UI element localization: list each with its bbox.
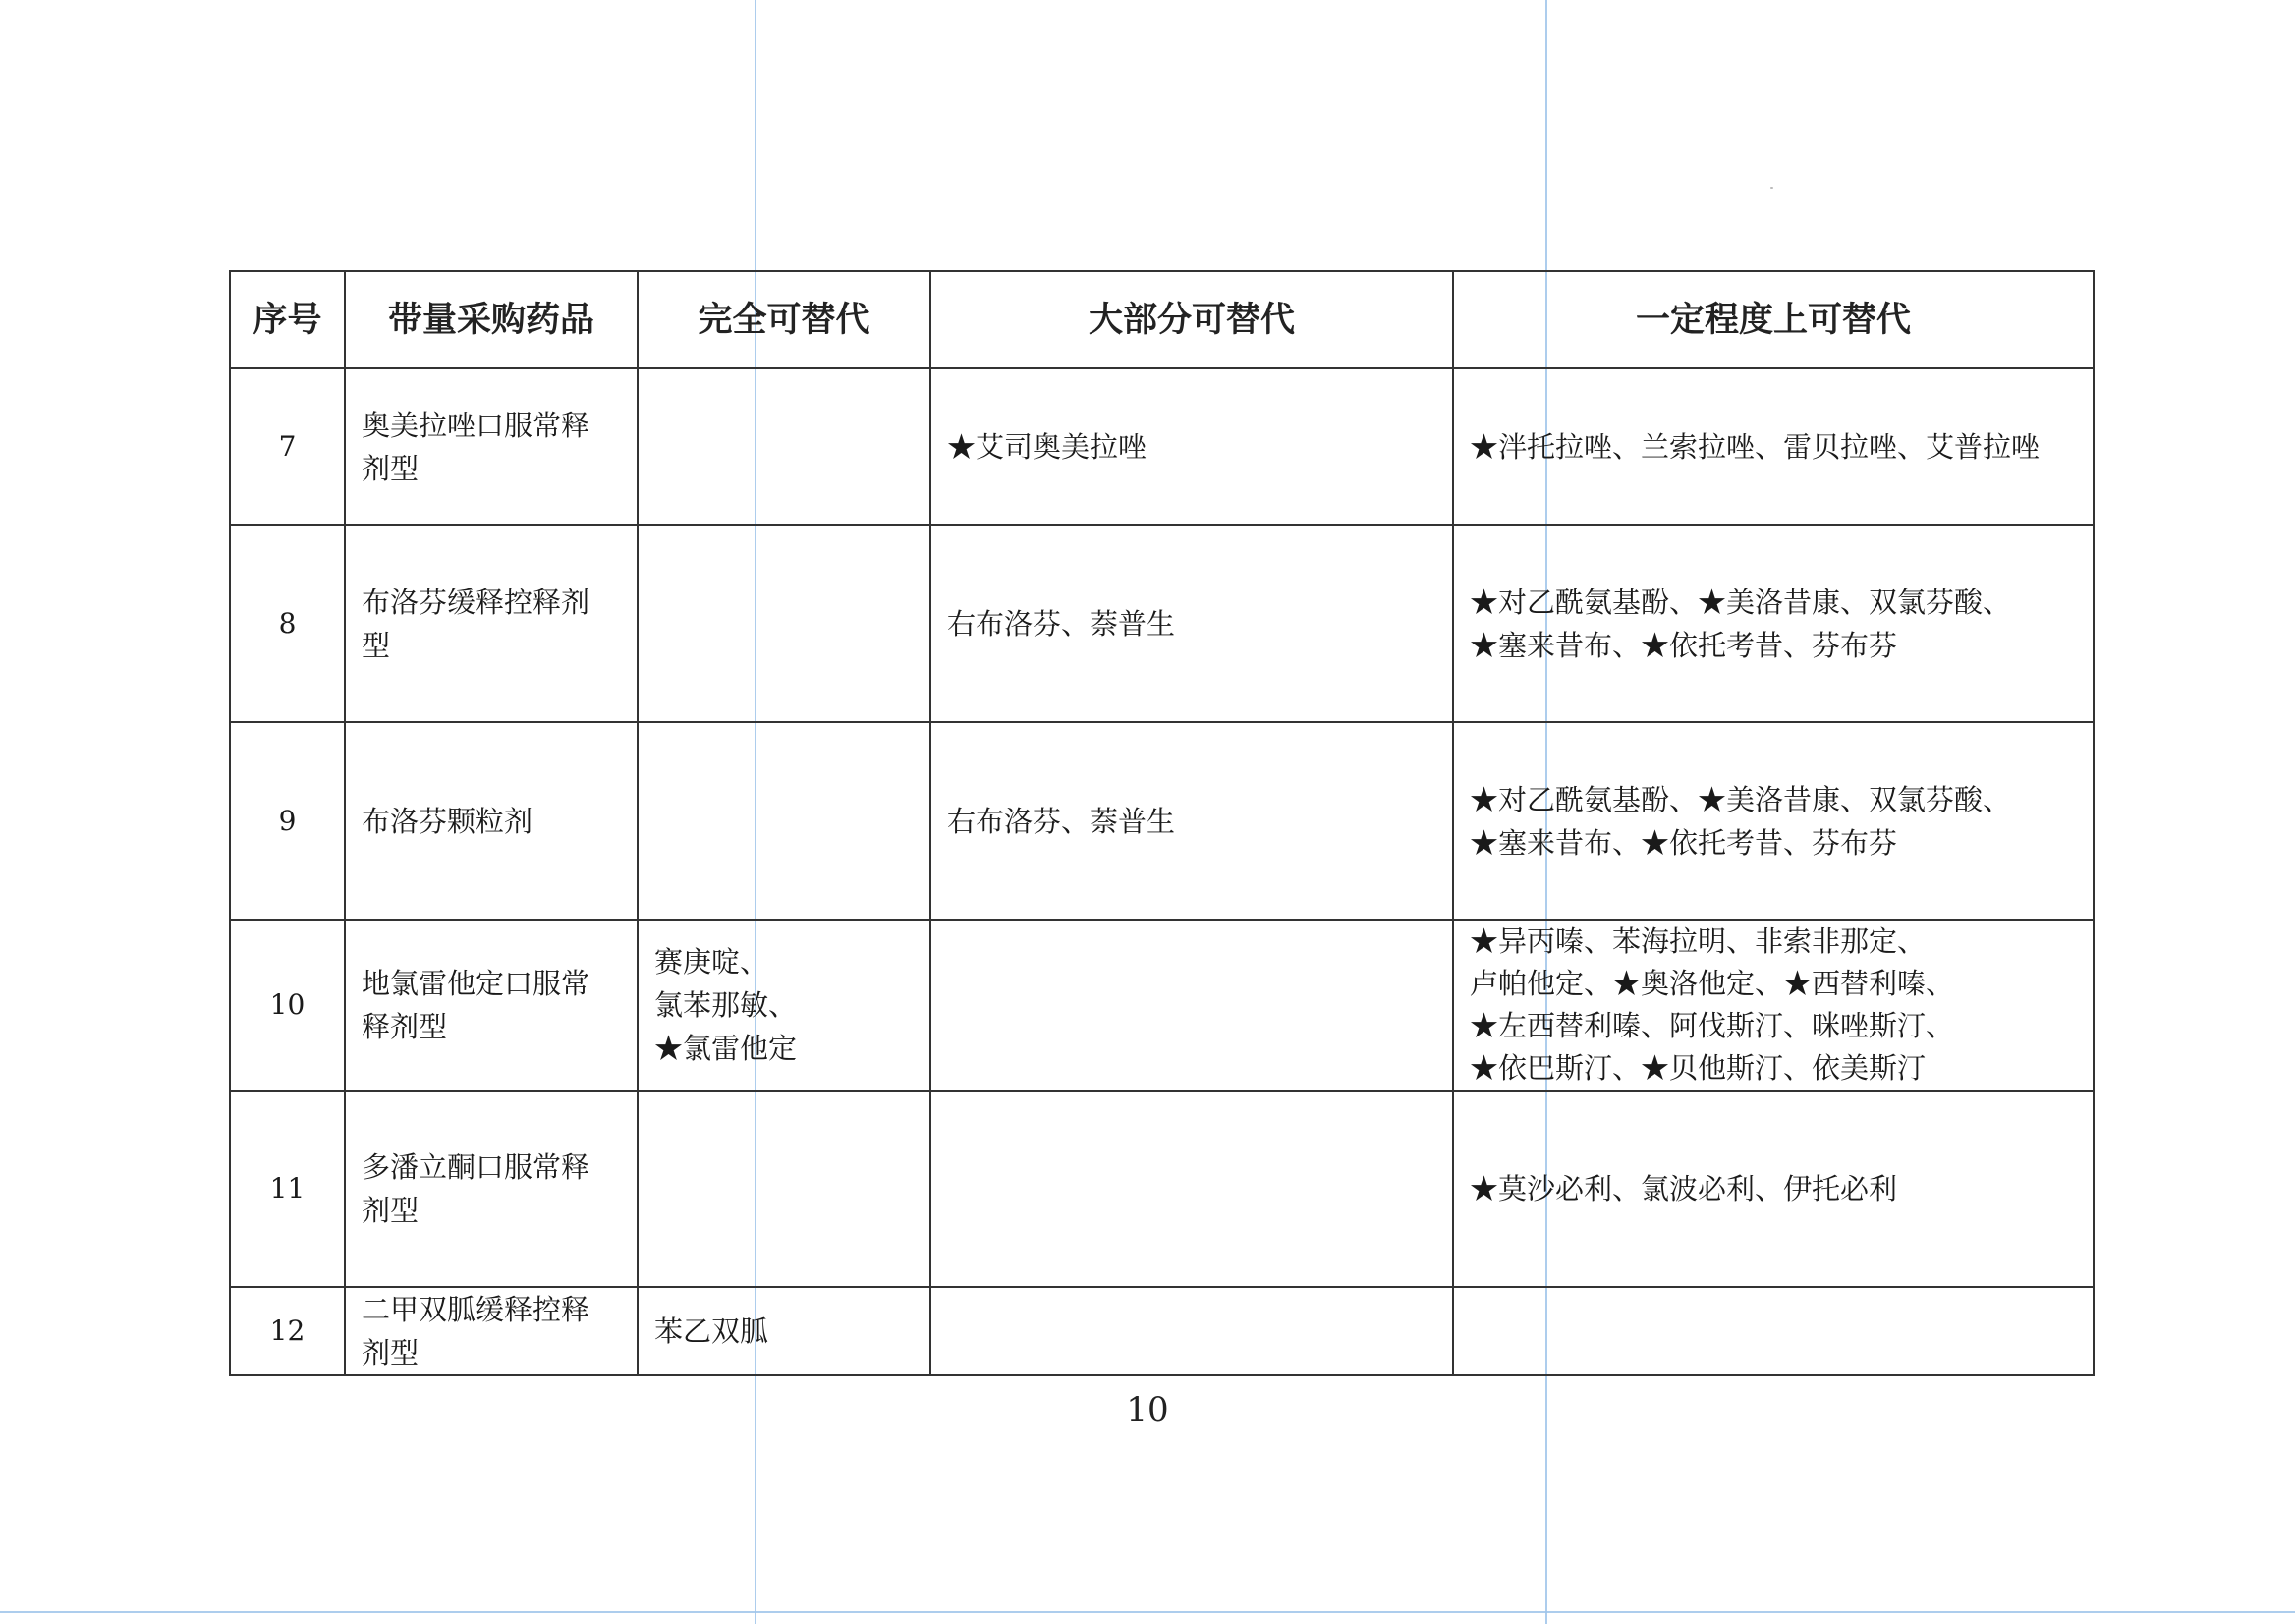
substitute-line: ★泮托拉唑、兰索拉唑、雷贝拉唑、艾普拉唑 — [1470, 429, 2041, 464]
drug-name-line: 多潘立酮口服常释 — [362, 1150, 590, 1184]
scan-guide-line — [0, 1611, 2295, 1613]
table-row — [230, 1287, 2094, 1375]
drug-name-line: 奥美拉唑口服常释 — [362, 408, 590, 442]
procured-drug-cell — [345, 722, 638, 920]
partial-substitute-cell — [1453, 368, 2094, 525]
partial-substitute-cell — [1453, 525, 2094, 722]
table-header-row — [230, 271, 2094, 368]
mostly-substitute-cell — [930, 368, 1453, 525]
substitute-line: ★氯雷他定 — [654, 1032, 798, 1065]
substitute-line: ★左西替利嗪、阿伐斯汀、咪唑斯汀、 — [1470, 1009, 1955, 1042]
substitute-line: ★塞来昔布、★依托考昔、芬布芬 — [1470, 825, 1898, 860]
partial-substitute-cell — [1453, 1091, 2094, 1287]
full-substitute-cell — [638, 525, 930, 722]
full-substitute-cell — [638, 1091, 930, 1287]
procured-drug-cell — [345, 1287, 638, 1375]
header-index: 序号 — [230, 271, 345, 368]
drug-name-line: 剂型 — [362, 1336, 420, 1370]
drug-name-line: 二甲双胍缓释控释 — [362, 1293, 590, 1326]
substitute-line: ★塞来昔布、★依托考昔、芬布芬 — [1470, 628, 1898, 662]
mostly-substitute-cell — [930, 1091, 1453, 1287]
row-index: 12 — [230, 1287, 345, 1375]
full-substitute-cell — [638, 722, 930, 920]
page-number: 10 — [1126, 1390, 1169, 1429]
header-mostly-substitute: 大部分可替代 — [930, 271, 1453, 368]
row-index: 8 — [230, 525, 345, 722]
drug-name-line: 剂型 — [362, 1194, 420, 1227]
substitute-line: 右布洛芬、萘普生 — [947, 804, 1176, 838]
full-substitute-cell — [638, 368, 930, 525]
mostly-substitute-cell — [930, 1287, 1453, 1375]
substitute-line: ★对乙酰氨基酚、★美洛昔康、双氯芬酸、 — [1470, 585, 2012, 619]
drug-name-line: 布洛芬缓释控释剂 — [362, 585, 590, 619]
table-row — [230, 920, 2094, 1091]
mostly-substitute-cell — [930, 920, 1453, 1091]
procured-drug-cell — [345, 1091, 638, 1287]
scan-speck — [1770, 187, 1773, 189]
drug-name-line: 型 — [362, 628, 391, 662]
substitute-line: 氯苯那敏、 — [654, 988, 798, 1022]
partial-substitute-cell — [1453, 1287, 2094, 1375]
header-full-substitute: 完全可替代 — [638, 271, 930, 368]
substitute-line: 苯乙双胍 — [654, 1315, 769, 1348]
substitute-line: ★莫沙必利、氯波必利、伊托必利 — [1470, 1172, 1898, 1205]
table-row — [230, 1091, 2094, 1287]
table-row — [230, 722, 2094, 920]
procured-drug-cell — [345, 368, 638, 525]
row-index: 11 — [230, 1091, 345, 1287]
procured-drug-cell — [345, 920, 638, 1091]
substitute-line: ★依巴斯汀、★贝他斯汀、依美斯汀 — [1470, 1051, 1927, 1085]
substitute-line: 赛庚啶、 — [654, 945, 769, 979]
drug-name-line: 布洛芬颗粒剂 — [362, 804, 533, 838]
table-row — [230, 368, 2094, 525]
header-procured-drug: 带量采购药品 — [345, 271, 638, 368]
substitute-line: ★异丙嗪、苯海拉明、非索非那定、 — [1470, 924, 1927, 958]
partial-substitute-cell — [1453, 722, 2094, 920]
drug-name-line: 剂型 — [362, 451, 420, 485]
substitute-line: 右布洛芬、萘普生 — [947, 606, 1176, 641]
partial-substitute-cell — [1453, 920, 2094, 1091]
drug-name-line: 地氯雷他定口服常 — [362, 967, 590, 1000]
table-row — [230, 525, 2094, 722]
row-index: 9 — [230, 722, 345, 920]
mostly-substitute-cell — [930, 722, 1453, 920]
full-substitute-cell — [638, 920, 930, 1091]
drug-substitution-table — [229, 270, 2095, 1376]
mostly-substitute-cell — [930, 525, 1453, 722]
substitute-line: ★对乙酰氨基酚、★美洛昔康、双氯芬酸、 — [1470, 782, 2012, 816]
procured-drug-cell — [345, 525, 638, 722]
full-substitute-cell — [638, 1287, 930, 1375]
substitute-line: ★艾司奥美拉唑 — [947, 429, 1148, 464]
row-index: 7 — [230, 368, 345, 525]
substitute-line: 卢帕他定、★奥洛他定、★西替利嗪、 — [1470, 967, 1955, 1000]
header-partial-substitute: 一定程度上可替代 — [1453, 271, 2094, 368]
drug-name-line: 释剂型 — [362, 1010, 448, 1043]
row-index: 10 — [230, 920, 345, 1091]
